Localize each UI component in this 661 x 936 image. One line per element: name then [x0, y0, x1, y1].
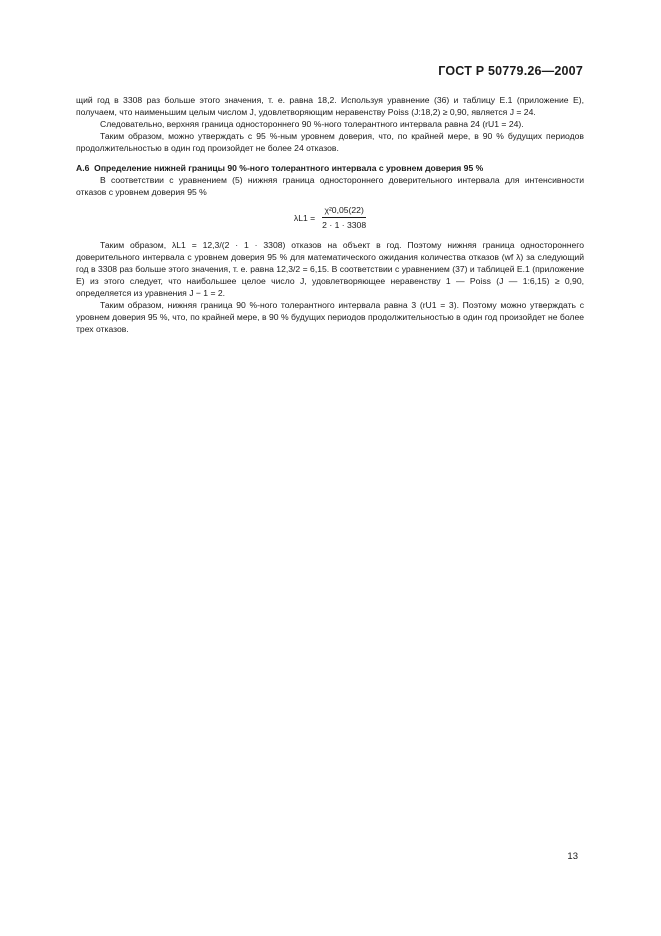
formula-numerator: χ²0,05(22) [322, 204, 365, 218]
page-number: 13 [567, 851, 578, 862]
document-body [76, 94, 584, 335]
section-number: А.6 [76, 163, 90, 173]
section-heading [76, 162, 584, 174]
formula-fraction [322, 204, 366, 231]
paragraph: щий год в 3308 раз больше этого значения, т. е. равна 18,2. Используя уравнение (36) и таблицу Е.1 (приложение Е), получаем, что наименьшим целым числом J, удовлетворяющим неравенству Poiss (J:18,2) ≥ 0,90, является J = 24. [76, 95, 584, 117]
formula-denominator: 2 · 1 · 3308 [322, 220, 367, 230]
paragraph: Таким образом, можно утверждать с 95 %-ным уровнем доверия, что, по крайней мере, в 90 % будущих периодов продолжительностью в один год произойдет не более 24 отказов. [76, 131, 584, 153]
paragraph: Таким образом, λL1 = 12,3/(2 · 1 · 3308) отказов на объект в год. Поэтому нижняя граница одностороннего доверительного интервала с уровнем доверия 95 % для математического ожидания количества отказов (wf λ) за следующий год в 3308 раз больше этого значения, т. е. равна 12,3/2 = 6,15. В соответствии с уравнением (37) и таблицей Е.1 (приложение Е) из этого следует, что наибольшее целое число J, удовлетворяющее неравенству 1 — Poiss (J — 1:6,15) ≥ 0,90, определяется из уравнения J − 1 = 2. [76, 240, 584, 298]
paragraph: В соответствии с уравнением (5) нижняя граница одностороннего доверительного интервала для интенсивности отказов с уровнем доверия 95 % [76, 175, 584, 197]
paragraph: Следовательно, верхняя граница одностороннего 90 %-ного толерантного интервала равна 24 (rU1 = 24). [100, 119, 524, 129]
document-header: ГОСТ Р 50779.26—2007 [438, 64, 583, 78]
formula [76, 204, 584, 231]
section-title: Определение нижней границы 90 %-ного толерантного интервала с уровнем доверия 95 % [94, 163, 484, 173]
formula-lhs: λL1 = [293, 212, 316, 223]
paragraph: Таким образом, нижняя граница 90 %-ного толерантного интервала равна 3 (rU1 = 3). Поэтому можно утверждать с уровнем доверия 95 %, что, по крайней мере, в 90 % будущих периодов продолжительностью в один год произойдет не более трех отказов. [76, 300, 584, 334]
